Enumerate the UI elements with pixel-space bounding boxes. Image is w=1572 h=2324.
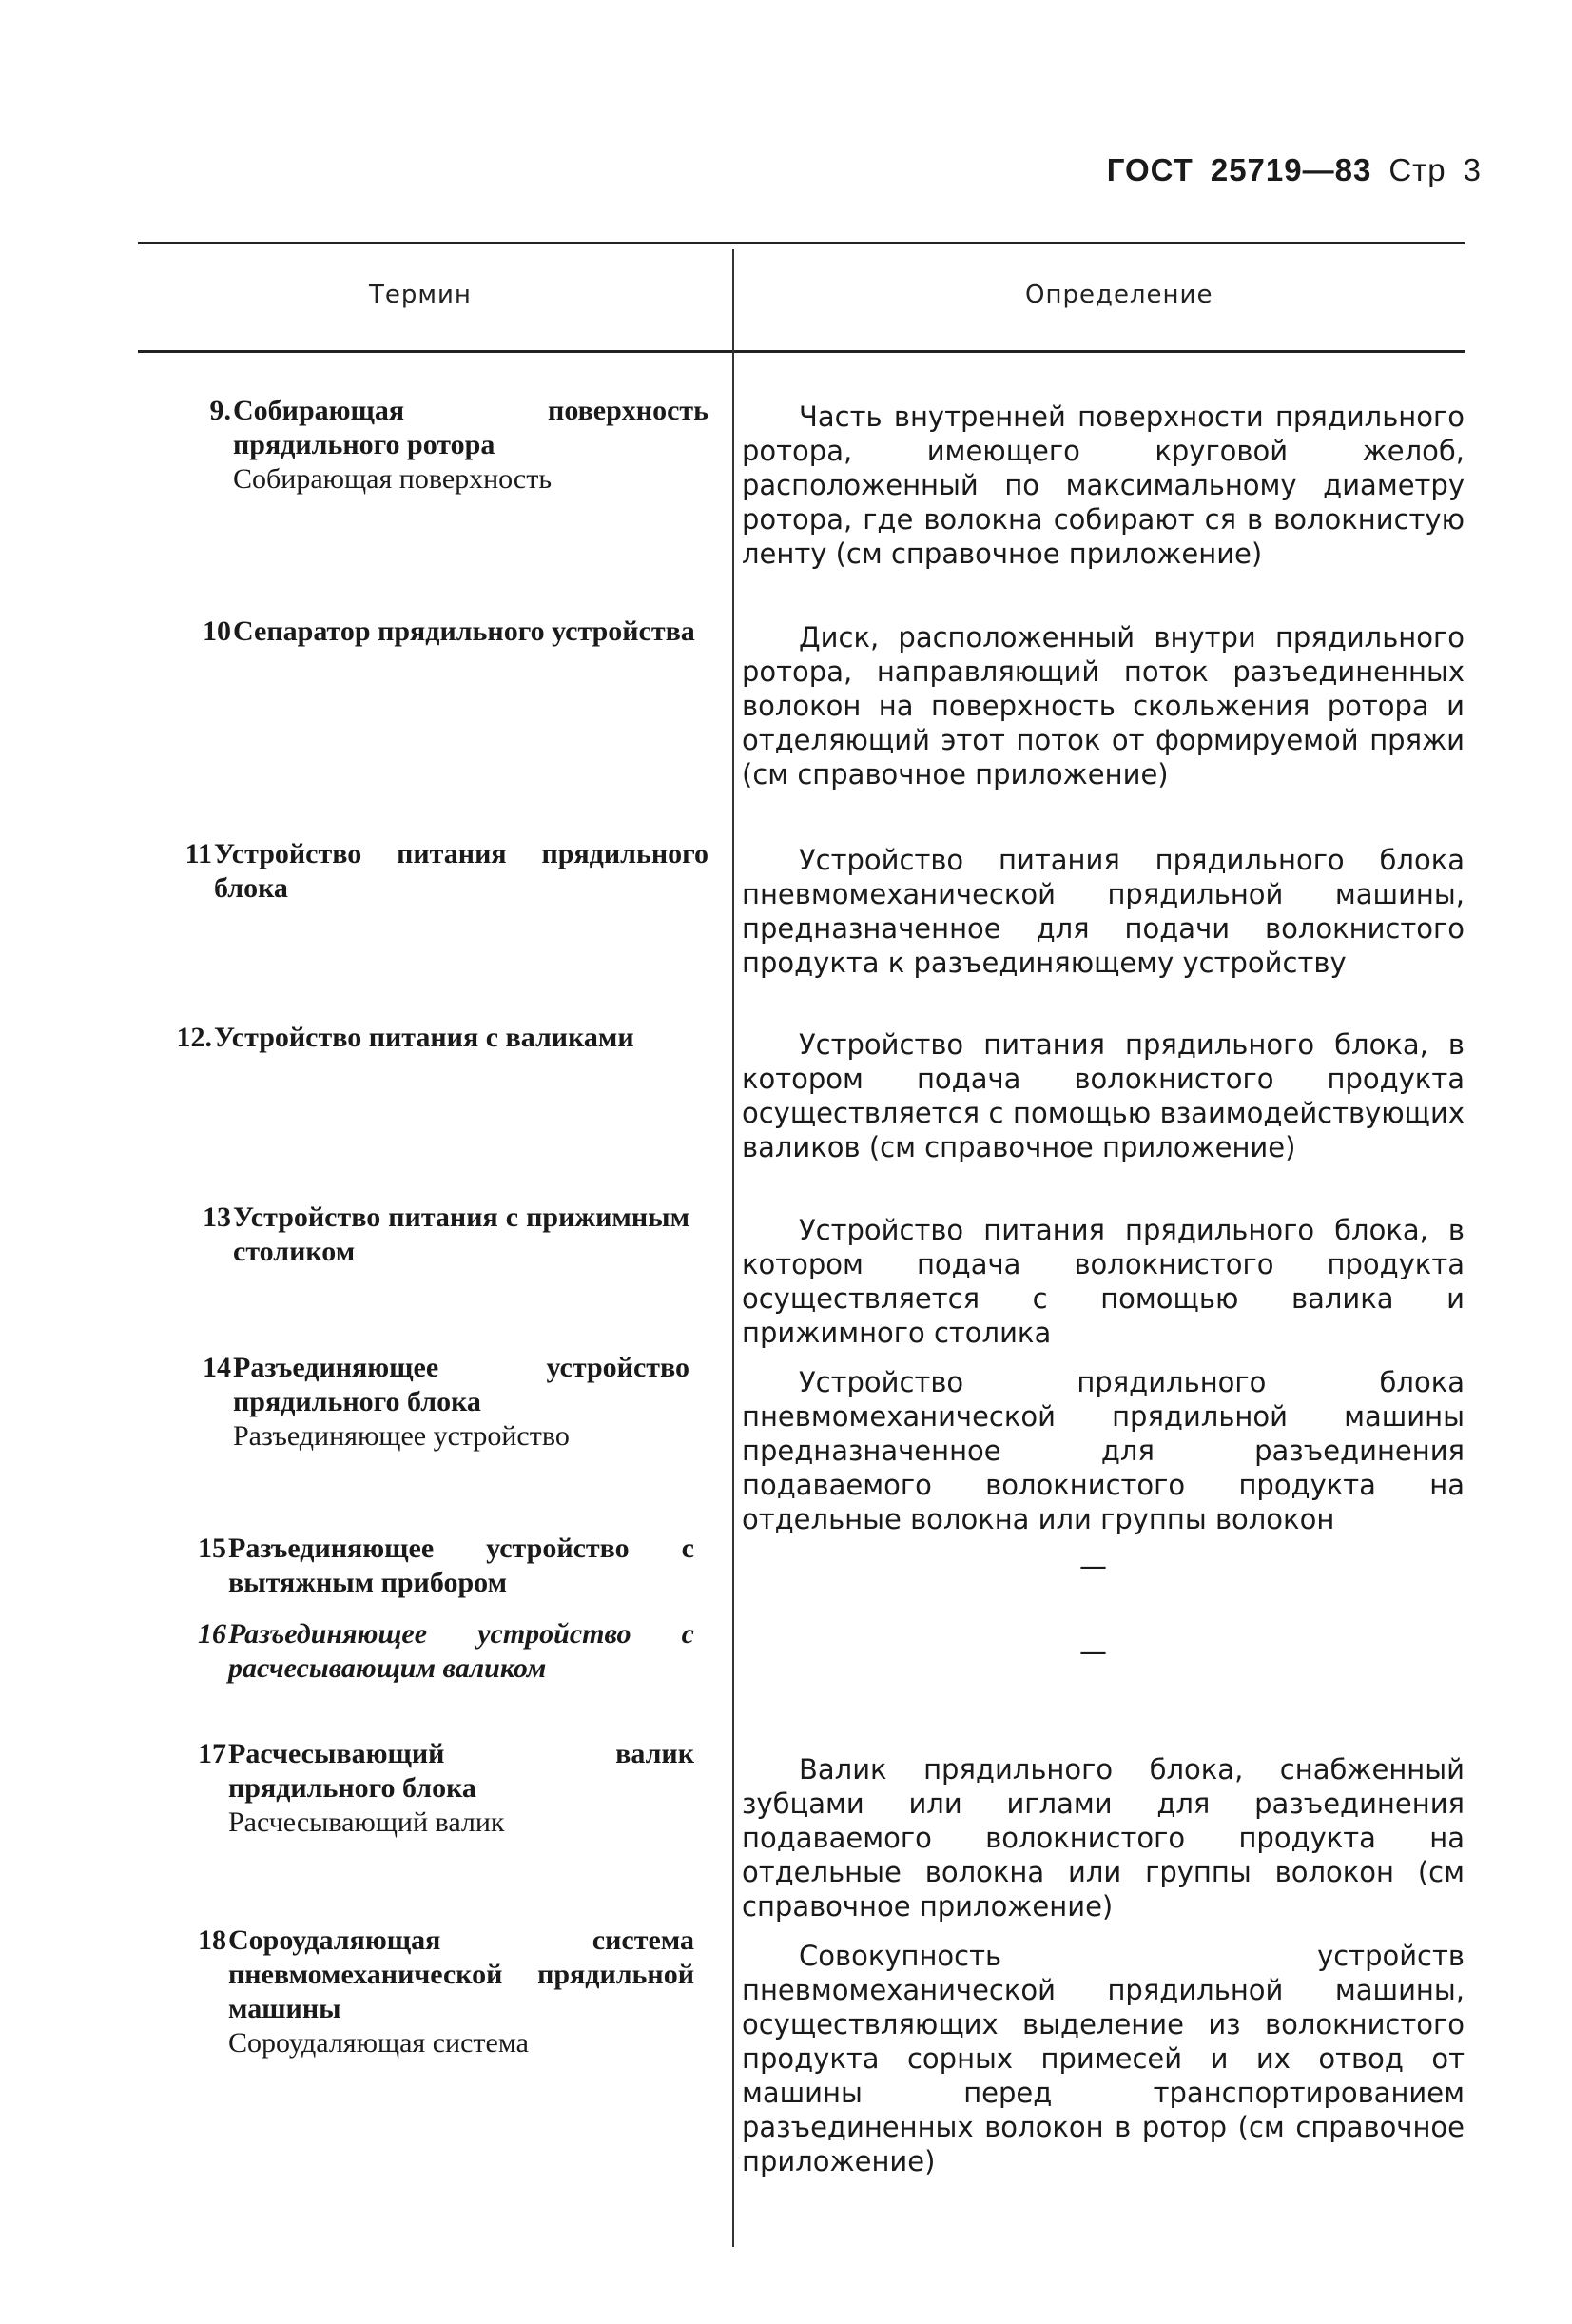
term-number: 13 (203, 1201, 231, 1233)
term-number: 11 (184, 838, 212, 869)
term-entry-12 (176, 1021, 689, 1055)
term-entry-15 (198, 1532, 694, 1600)
definition-entry-14: Устройство прядильного блока пневмомеханической прядильной машины предназначенное для разъединения подаваемого волокнистого продукта на отдельные волокна или группы волокон (742, 1366, 1465, 1535)
term-text: Устройство питания с прижимным столиком (233, 1201, 689, 1267)
term-text: Сороудаляющая система пневмомеханической прядильной машины (228, 1924, 694, 2024)
standard-label: ГОСТ (1106, 152, 1194, 187)
term-short-form: Собирающая поверхность (233, 463, 553, 495)
page-label: Стр (1388, 152, 1446, 187)
table-top-rule (138, 242, 1465, 244)
definition-entry-13: Устройство питания прядильного блока, в котором подача волокнистого продукта осуществляется с помощью валика и прижимного столика (742, 1214, 1465, 1349)
running-head (1107, 152, 1482, 188)
definition-entry-11: Устройство питания прядильного блока пневмомеханической прядильной машины, предназначенное для подачи волокнистого продукта к разъединяющему устройству (742, 844, 1465, 979)
definition-entry-12: Устройство питания прядильного блока, в котором подача волокнистого продукта осуществляется с помощью взаимодействующих валиков (см справочное приложение) (742, 1028, 1465, 1163)
column-header-definition: Определение (1025, 281, 1213, 309)
definition-entry-17: Валик прядильного блока, снабженный зубцами или иглами для разъединения подаваемого волокнистого продукта на отдельные волокна или группы волокон (см справочное приложение) (742, 1753, 1465, 1923)
column-divider (732, 249, 734, 2247)
term-short-form: Расчесывающий валик (228, 1806, 505, 1838)
term-short-form: Сороудаляющая система (228, 2027, 529, 2059)
term-short-form: Разъединяющее устройство (233, 1420, 570, 1452)
term-number: 16 (198, 1618, 226, 1650)
term-entry-11 (184, 837, 708, 906)
term-entry-14 (203, 1351, 689, 1454)
term-text: Разъединяющее устройство прядильного блока (233, 1352, 689, 1417)
term-entry-13 (203, 1201, 689, 1269)
definition-entry-16: — (1079, 1635, 1107, 1668)
term-number: 12. (176, 1022, 212, 1053)
page-number: 3 (1463, 152, 1482, 187)
standard-number: 25719—83 (1210, 152, 1372, 187)
definition-entry-18: Совокупность устройств пневмомеханической прядильной машины, осуществляющих выделение из волокнистого продукта сорных примесей и их отвод от машины перед транспортированием разъединенных волокон в ротор (см справочное приложение) (742, 1940, 1465, 2178)
term-entry-18 (198, 1924, 694, 2060)
term-text: Устройство питания с валиками (214, 1022, 634, 1053)
term-number: 15 (198, 1533, 226, 1564)
table-header-rule (138, 350, 1465, 353)
term-number: 9. (209, 395, 231, 426)
term-number: 14 (203, 1352, 231, 1383)
term-entry-9 (209, 394, 708, 497)
term-text: Разъединяющее устройство с вытяжным прибором (228, 1533, 694, 1598)
definition-entry-10: Диск, расположенный внутри прядильного ротора, направляющий поток разъединенных волокон на поверхность скольжения ротора и отделяющий этот поток от формируемой пряжи (см справочное приложение) (742, 621, 1465, 791)
term-text: Разъединяющее устройство с расчесывающим валиком (228, 1618, 694, 1684)
term-entry-17 (198, 1737, 694, 1840)
term-entry-10 (203, 615, 708, 649)
term-number: 10 (203, 615, 231, 647)
term-number: 17 (198, 1738, 226, 1769)
term-entry-16 (198, 1617, 694, 1686)
definition-entry-15: — (1079, 1550, 1107, 1582)
column-header-term: Термин (369, 281, 472, 309)
term-text: Сепаратор прядильного устройства (233, 615, 695, 647)
term-text: Собирающая поверхность прядильного ротора (233, 395, 708, 460)
term-number: 18 (198, 1924, 226, 1956)
term-text: Устройство питания прядильного блока (214, 838, 708, 904)
definition-entry-9: Часть внутренней поверхности прядильного ротора, имеющего круговой желоб, расположенный по максимальному диаметру ротора, где волокна собирают ся в волокнистую ленту (см справочное приложение) (742, 400, 1465, 570)
term-text: Расчесывающий валик прядильного блока (228, 1738, 694, 1804)
